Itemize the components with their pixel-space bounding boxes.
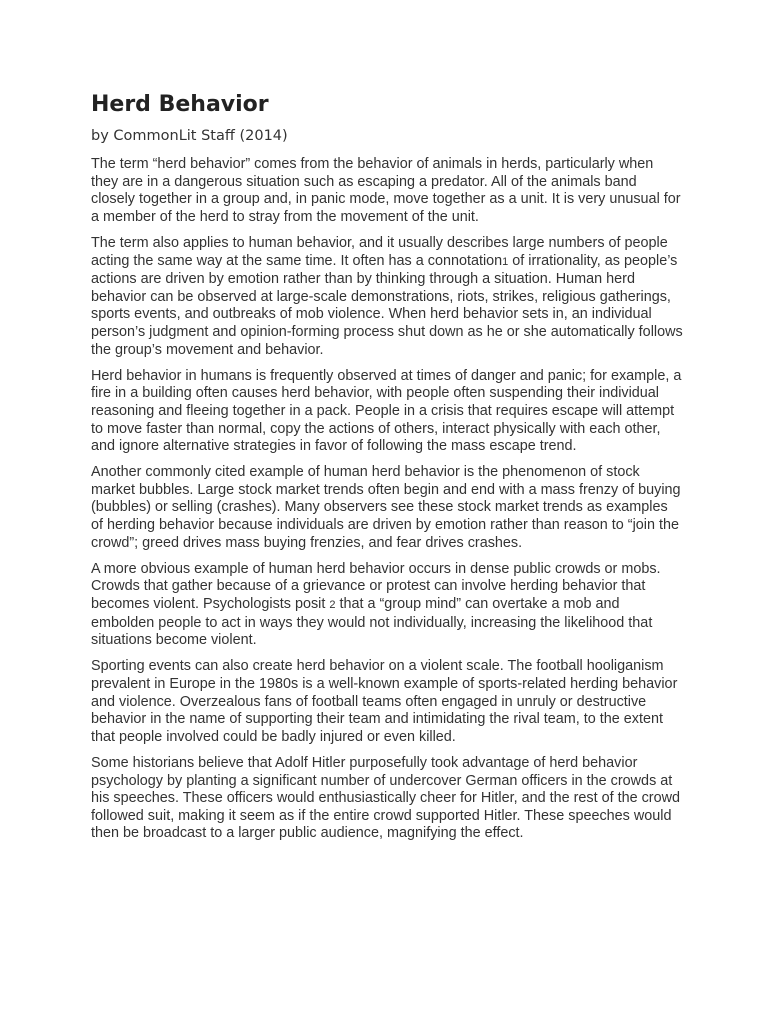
paragraph-4: Another commonly cited example of human herd behavior is the phenomenon of stock market bubbles. Large stock market trends often begin and end with a mass frenzy of buying (bubbles) or selling (crashes). Many observers see these stock market trends as examples of herding behavior because individuals are driven by emotion rather than reason to “join the crowd”; greed drives mass buying frenzies, and fear drives crashes. [91, 464, 681, 551]
footnote-marker-1: 1 [502, 255, 509, 268]
paragraph-7: Some historians believe that Adolf Hitler purposefully took advantage of herd behavior psychology by planting a significant number of undercover German officers in the crowds at his speeches. These officers would enthusiastically cheer for Hitler, and the rest of the crowd followed suit, making it seem as if the entire crowd supported Hitler. These speeches would then be broadcast to a larger public audience, magnifying the effect. [91, 754, 680, 842]
paragraph-2 [91, 235, 683, 359]
paragraph-5-text-b: that a “group mind” can overtake a mob and embolden people to act in ways they would not individually, increasing the likelihood that situations become violent. [91, 596, 653, 649]
article-title: Herd Behavior [91, 92, 269, 117]
article-byline: by CommonLit Staff (2014) [91, 128, 288, 144]
paragraph-2-text-b: of irrationality, as people’s actions are driven by emotion rather than by thinking through a situation. Human herd behavior can be observed at large-scale demonstrations, riots, strikes, religious gatherings, sports events, and outbreaks of mob violence. When herd behavior sets in, an individual person’s judgment and opinion-forming process shut down as he or she automatically follows the group’s movement and behavior. [91, 252, 683, 358]
paragraph-6: Sporting events can also create herd behavior on a violent scale. The football hooliganism prevalent in Europe in the 1980s is a well-known example of sports-related herding behavior and violence. Overzealous fans of football teams often engaged in unruly or destructive behavior in the name of supporting their team and intimidating the rival team, to the extent that people involved could be badly injured or even killed. [91, 658, 678, 745]
paragraph-3: Herd behavior in humans is frequently observed at times of danger and panic; for example, a fire in a building often causes herd behavior, with people often suspending their individual reasoning and fleeing together in a pack. People in a crisis that requires escape will attempt to move faster than normal, copy the actions of others, interact physically with each other, and ignore alternative strategies in favor of following the mass escape trend. [91, 367, 682, 455]
paragraph-1: The term “herd behavior” comes from the behavior of animals in herds, particularly when they are in a dangerous situation such as escaping a predator. All of the animals band closely together in a group and, in panic mode, move together as a unit. It is very unusual for a member of the herd to stray from the movement of the unit. [91, 156, 681, 225]
footnote-marker-2: 2 [329, 599, 336, 612]
paragraph-2-text-a: The term also applies to human behavior, and it usually describes large numbers of people acting the same way at the same time. It often has a connotation [91, 234, 668, 269]
paragraph-5 [91, 561, 683, 650]
paragraph-5-text-a: A more obvious example of human herd behavior occurs in dense public crowds or mobs. Crowds that gather because of a grievance or protest can involve herding behavior that becomes violent. Psychologists posit [91, 560, 661, 613]
document-page [91, 90, 683, 852]
